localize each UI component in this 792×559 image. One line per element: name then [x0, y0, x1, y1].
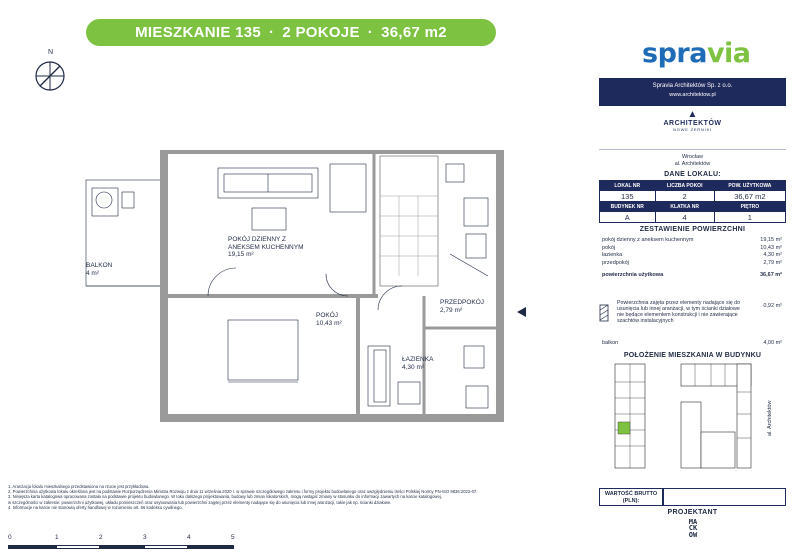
designer-logo: MA CK OW [688, 518, 698, 539]
partition-wall-icon [599, 304, 609, 322]
info-panel [599, 78, 786, 539]
room-count: 2 POKOJE [282, 24, 360, 41]
header-title-bar [86, 19, 496, 46]
building-plan-image [599, 362, 786, 472]
balcony-label: BALKON 4 m² [86, 262, 113, 277]
designer-title: PROJEKTANT [667, 509, 718, 516]
separator: · [269, 24, 275, 41]
architektow-logo: ▲ ARCHITEKTÓW NOWE ŻERNIKI [599, 106, 786, 150]
removable-elements-note: Powierzchnia zajęta przez elementy nadające się do usunięcia lub innej aranżacji, w tym ścianki działowe nie będące elementem konstrukcji i nie zawierające szachtów instalacyjnych 0,92 m² [599, 300, 786, 340]
list-item: pokój dzienny z aneksem kuchennym 19,15 m² [602, 237, 782, 243]
apartment-highlight [618, 422, 630, 434]
floor-plan [68, 150, 528, 430]
balcony-area-row: balkon 4,00 m² [602, 339, 782, 346]
dane-lokalu-table: LOKAL NR LICZBA POKOI POW. UŻYTKOWA 135 2 36,67 m2 BUDYNEK NR KLATKA NR PIĘTRO A 4 1 [599, 180, 786, 223]
price-value [663, 488, 786, 506]
list-item: pokój 10,43 m² [602, 244, 782, 251]
company-header: Spravia Architektów Sp. z o.o. www.architektow.pl [599, 78, 786, 106]
north-label: N [48, 49, 54, 56]
footnotes: 1. Aranżacja lokalu mieszkalnego przedstawiona na rzucie jest przykładowa. 2. Powierzchnia użytkowa lokalu określona jest na podstawie Rozporządzenia Ministra Rozwoju z dnia 11 września 2020 r. w sprawie szczegółowego zakresu i formy projektu budowlanego oraz uwzględnieniu treści Polskiej Normy PN-ISO 9836:2022-07. 3. Niniejsza karta katalogowa opracowana została na podstawie projektu budowlanego. W toku dalszego projektowania, budowy lub zmian lokatorskich, mogą nastąpić zmiany w stosunku do informacji zawartych na karcie katalogowej, w szczególności w zakresie: powierzchni użytkowej, układu pomieszczeń oraz usytuowania lub powierzchni zajętej przez elementy nadające się do usunięcia lub innej aranżacji, takie jak np. ścianki działowe. 4. Informacje na karcie nie stanowią oferty handlowej w rozumieniu art. 66 kodeksu cywilnego. [8, 484, 478, 510]
separator: · [367, 24, 374, 41]
address: Wrocław al. Architektów [674, 154, 711, 167]
street-label: al. Architektów [767, 400, 773, 436]
north-arrow-icon [28, 46, 72, 96]
apartment-area: 36,67 m2 [381, 24, 447, 41]
architektow-mark-icon: ▲ [687, 109, 698, 120]
brand-logo: spravia [642, 38, 751, 69]
building-location-plan [599, 362, 786, 472]
room-area-list [599, 237, 786, 280]
apartment-number: MIESZKANIE 135 [135, 24, 262, 41]
dane-lokalu-title: DANE LOKALU: [664, 171, 721, 178]
list-item: przedpokój 2,79 m² [602, 259, 782, 266]
location-title: POŁOŻENIE MIESZKANIA W BUDYNKU [623, 351, 762, 359]
list-item: łazienka 4,30 m² [602, 252, 782, 258]
entrance-arrow-icon [515, 306, 527, 318]
room-label: POKÓJ 10,43 m² [316, 312, 342, 327]
hall-label: PRZEDPOKÓJ 2,79 m² [440, 299, 485, 314]
living-room-label: POKÓJ DZIENNY Z ANEKSEM KUCHENNYM 19,15 m² [228, 236, 304, 258]
bathroom-label: ŁAZIENKA 4,30 m² [402, 356, 434, 371]
price-label: WARTOŚĆ BRUTTO (PLN): [599, 488, 663, 506]
total-area-row: powierzchnia użytkowa 36,67 m² [602, 272, 782, 278]
scale-bar: 0 1 2 3 4 5 [8, 512, 248, 552]
zestawienie-title: ZESTAWIENIE POWIERZCHNI [639, 226, 746, 233]
